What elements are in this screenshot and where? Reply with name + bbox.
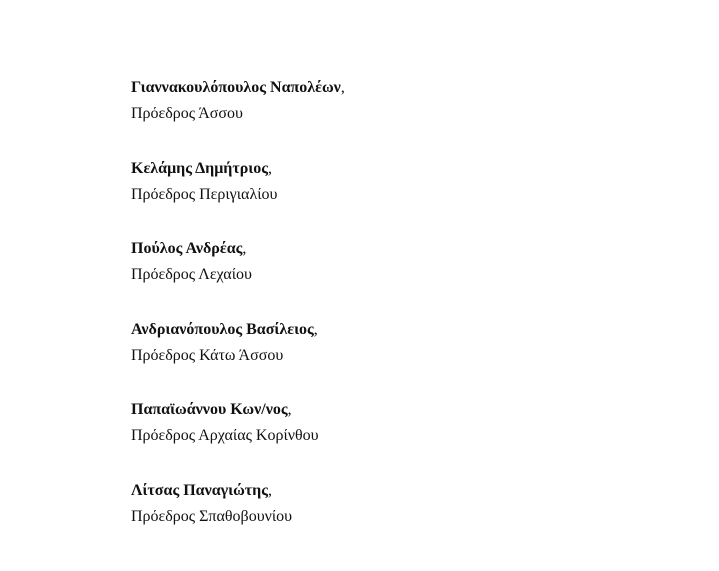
- list-item: [131, 157, 345, 238]
- person-name: Ανδριανόπουλος Βασίλειος: [131, 320, 314, 338]
- entry-name-line: [131, 318, 345, 342]
- entry-title: Πρόεδρος Άσσου: [131, 105, 243, 122]
- person-name: Λίτσας Παναγιώτης: [131, 481, 268, 499]
- name-comma: ,: [268, 159, 273, 177]
- person-name: Κελάμης Δημήτριος: [131, 159, 269, 177]
- name-comma: ,: [340, 79, 345, 96]
- president-list: [131, 76, 345, 559]
- list-item: [131, 479, 345, 560]
- list-item: [131, 318, 345, 399]
- list-item: [131, 237, 345, 318]
- name-comma: ,: [313, 320, 318, 338]
- list-item: [131, 76, 345, 157]
- person-name: Παπαϊωάννου Κων/νος: [131, 401, 288, 418]
- name-comma: ,: [268, 481, 272, 499]
- entry-name-line: [131, 398, 345, 422]
- entry-title: Πρόεδρος Περιγιαλίου: [131, 185, 278, 203]
- name-comma: ,: [287, 401, 292, 418]
- entry-name-line: [131, 237, 345, 261]
- person-name: Πούλος Ανδρέας: [131, 240, 243, 257]
- person-name: Γιαννακουλόπουλος Ναπολέων: [131, 79, 341, 96]
- entry-title: Πρόεδρος Κάτω Άσσου: [131, 346, 284, 364]
- entry-name-line: [131, 479, 345, 503]
- entry-name-line: [131, 76, 345, 100]
- entry-name-line: [131, 157, 345, 181]
- list-item: [131, 398, 345, 479]
- entry-title: Πρόεδρος Λεχαίου: [131, 266, 252, 283]
- name-comma: ,: [242, 240, 247, 257]
- entry-title: Πρόεδρος Σπαθοβουνίου: [131, 507, 293, 525]
- entry-title: Πρόεδρος Αρχαίας Κορίνθου: [131, 427, 319, 444]
